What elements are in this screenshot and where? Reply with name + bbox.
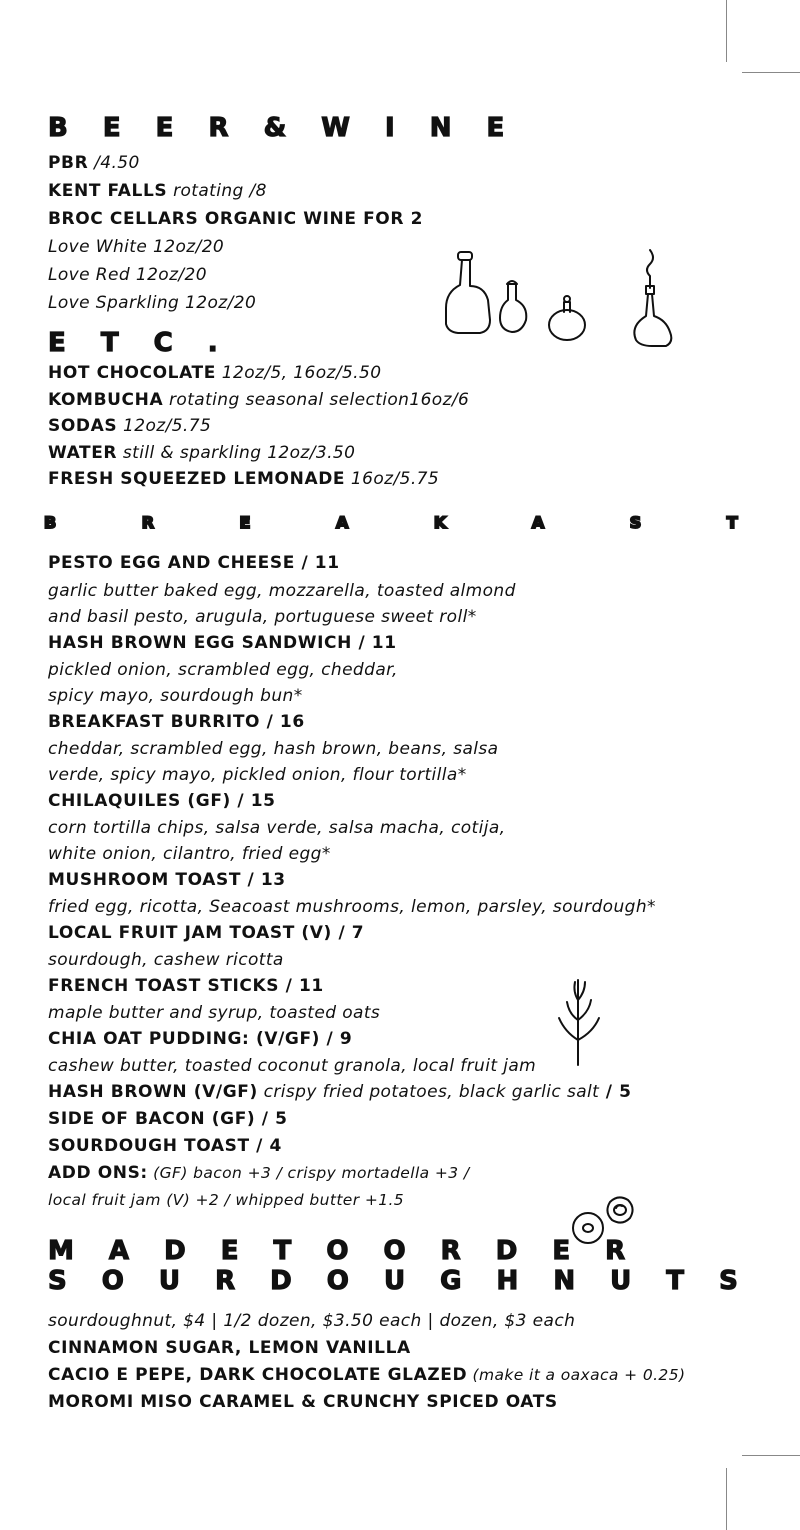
item-name: HOT CHOCOLATE [48,363,216,383]
item-name: HASH BROWN (V/GF) [48,1082,258,1102]
etc-heading: E T C . [48,328,231,358]
sourdoughnut-pricing: sourdoughnut, $4 | 1/2 dozen, $3.50 each | dozen, $3 each [48,1311,576,1331]
menu-item-french-toast: FRENCH TOAST STICKS / 11 [48,976,324,996]
item-description: maple butter and syrup, toasted oats [48,1003,381,1023]
item-description: and basil pesto, arugula, portuguese sweet roll* [48,607,477,627]
menu-item-broc-cellars [48,208,423,230]
branch-illustration [545,970,615,1070]
menu-item-hash-brown-sandwich: HASH BROWN EGG SANDWICH / 11 [48,633,397,653]
item-name: KOMBUCHA [48,390,164,410]
menu-item-jam-toast: LOCAL FRUIT JAM TOAST (V) / 7 [48,923,365,943]
item-detail: rotating /8 [167,181,267,201]
wine-love-white: Love White 12oz/20 [48,237,225,257]
item-description: corn tortilla chips, salsa verde, salsa macha, cotija, [48,818,506,838]
flavor-name: CACIO E PEPE, DARK CHOCOLATE GLAZED [48,1365,468,1385]
item-name: WATER [48,443,118,463]
menu-item-pbr [48,152,140,174]
item-detail: crispy fried potatoes, black garlic salt [257,1082,600,1102]
item-description: fried egg, ricotta, Seacoast mushrooms, lemon, parsley, sourdough* [48,897,656,917]
made-to-order-heading: M A D E T O O R D E R [48,1236,639,1266]
menu-item-kent-falls [48,180,267,202]
item-description: pickled onion, scrambled egg, cheddar, [48,660,398,680]
crop-mark-top-right [742,72,800,73]
item-detail: 16oz/5.75 [345,469,440,489]
item-name: BROC CELLARS ORGANIC WINE FOR 2 [48,209,423,229]
menu-item-lemonade [48,468,439,490]
menu-item-kombucha [48,389,469,411]
breakfast-heading: B R E A K A S T [44,513,778,532]
flavor-line-3: MOROMI MISO CARAMEL & CRUNCHY SPICED OATS [48,1392,558,1412]
wine-love-sparkling: Love Sparkling 12oz/20 [48,293,257,313]
crop-mark-bottom-right [742,1455,800,1456]
item-detail: still & sparkling 12oz/3.50 [117,443,356,463]
item-price: / 5 [599,1082,632,1102]
crop-mark-top [726,0,727,62]
crop-mark-bottom [726,1468,727,1530]
menu-item-sodas [48,415,211,437]
item-description: garlic butter baked egg, mozzarella, toasted almond [48,581,516,601]
item-name: SODAS [48,416,118,436]
item-description: verde, spicy mayo, pickled onion, flour tortilla* [48,765,467,785]
add-ons-label: ADD ONS: [48,1163,148,1183]
menu-item-pesto-egg: PESTO EGG AND CHEESE / 11 [48,553,340,573]
item-detail: 12oz/5.75 [117,416,212,436]
item-description: cheddar, scrambled egg, hash brown, beans, salsa [48,739,499,759]
sourdoughnuts-heading: S O U R D O U G H N U T S [48,1266,751,1296]
menu-item-mushroom-toast: MUSHROOM TOAST / 13 [48,870,286,890]
menu-item-hot-chocolate [48,362,381,384]
bottles-illustration [440,240,680,360]
add-ons-text: (GF) bacon +3 / crispy mortadella +3 / [147,1164,470,1182]
menu-item-water [48,442,355,464]
add-ons-text: local fruit jam (V) +2 / whipped butter +1.5 [48,1191,405,1209]
add-ons [48,1162,469,1184]
item-description: sourdough, cashew ricotta [48,950,284,970]
item-description: white onion, cilantro, fried egg* [48,844,331,864]
flavor-note: (make it a oaxaca + 0.25) [467,1366,686,1384]
menu-item-chia-pudding: CHIA OAT PUDDING: (V/GF) / 9 [48,1029,353,1049]
wine-love-red: Love Red 12oz/20 [48,265,207,285]
item-name: PBR [48,153,89,173]
menu-item-hash-brown [48,1081,632,1103]
item-detail: /4.50 [88,153,140,173]
menu-item-side-bacon: SIDE OF BACON (GF) / 5 [48,1109,288,1129]
item-description: cashew butter, toasted coconut granola, local fruit jam [48,1056,537,1076]
menu-item-breakfast-burrito: BREAKFAST BURRITO / 16 [48,712,305,732]
menu-item-chilaquiles: CHILAQUILES (GF) / 15 [48,791,276,811]
flavor-line-1: CINNAMON SUGAR, LEMON VANILLA [48,1338,411,1358]
flavor-line-2 [48,1364,685,1386]
item-detail: 12oz/5, 16oz/5.50 [215,363,382,383]
menu-item-sourdough-toast: SOURDOUGH TOAST / 4 [48,1136,282,1156]
item-detail: rotating seasonal selection16oz/6 [163,390,470,410]
item-name: FRESH SQUEEZED LEMONADE [48,469,346,489]
item-description: spicy mayo, sourdough bun* [48,686,303,706]
beer-wine-heading: B E E R & W I N E [48,113,518,143]
item-name: KENT FALLS [48,181,168,201]
